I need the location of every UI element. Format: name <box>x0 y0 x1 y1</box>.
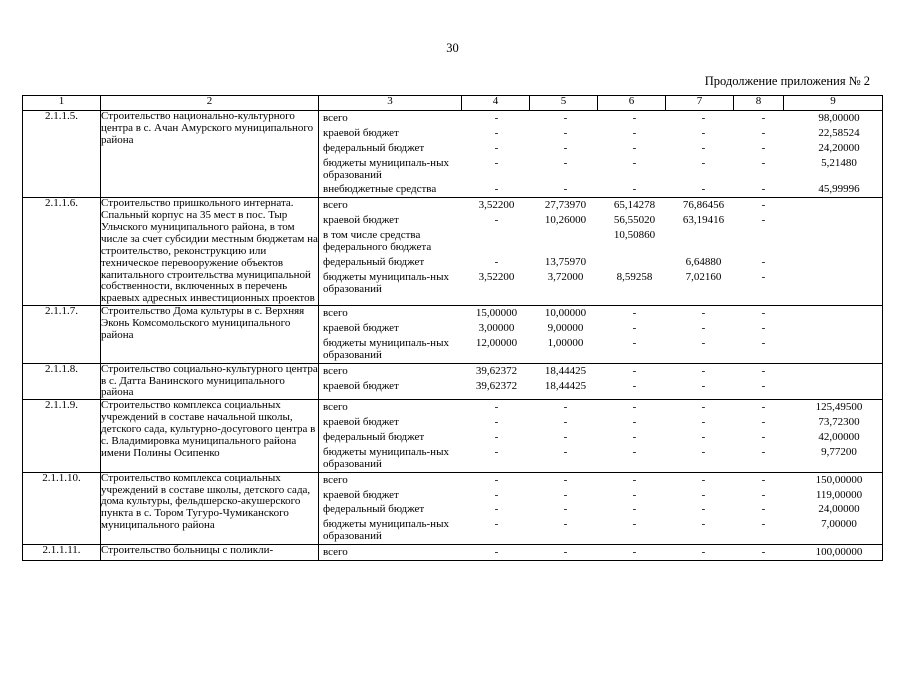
detail-label: краевой бюджет <box>323 379 399 392</box>
detail-value-7: - <box>701 364 706 377</box>
detail-value-7: - <box>701 503 706 516</box>
detail-value-9: 9,77200 <box>821 445 857 458</box>
detail-value-7: - <box>701 379 706 392</box>
detail-value-9: 100,00000 <box>815 546 863 558</box>
detail-label: федеральный бюджет <box>323 255 425 268</box>
detail-value-9: 150,00000 <box>815 473 863 486</box>
detail-value-4: - <box>494 503 499 516</box>
detail-value-8: - <box>761 503 766 516</box>
table-row <box>23 111 883 198</box>
detail-value-4: 3,52200 <box>478 199 515 212</box>
detail-value-5: - <box>563 473 568 486</box>
budget-table <box>22 95 883 561</box>
detail-value-6: - <box>632 156 637 169</box>
detail-line <box>319 111 882 126</box>
column-number-8: 8 <box>734 96 784 111</box>
detail-value-4: - <box>494 141 499 154</box>
detail-line <box>319 400 882 415</box>
detail-label: всего <box>323 364 348 377</box>
detail-line <box>319 473 882 488</box>
detail-line <box>319 141 882 156</box>
detail-value-8: - <box>761 546 766 558</box>
detail-value-8: - <box>761 473 766 486</box>
detail-value-8: - <box>761 518 766 531</box>
detail-value-4: - <box>494 183 499 196</box>
detail-line <box>319 156 882 183</box>
row-name: Строительство национально-культурного центра в с. Ачан Амурского муниципального района <box>101 111 319 198</box>
detail-label: бюджеты муниципаль-ных образований <box>323 336 449 361</box>
detail-value-8: - <box>761 141 766 154</box>
row-detail-block <box>319 545 883 561</box>
detail-value-9: 42,00000 <box>818 431 860 443</box>
column-number-3: 3 <box>319 96 462 111</box>
detail-line <box>319 198 882 213</box>
detail-value-5: - <box>563 518 568 531</box>
detail-value-7: - <box>701 183 706 196</box>
detail-value-5: - <box>563 445 568 458</box>
detail-line <box>319 306 882 321</box>
column-number-1: 1 <box>23 96 101 111</box>
detail-value-9 <box>789 255 889 258</box>
page-number: 30 <box>446 41 459 55</box>
detail-line <box>319 182 882 197</box>
detail-value-5: 18,44425 <box>544 364 587 377</box>
row-code: 2.1.1.7. <box>23 306 101 364</box>
detail-line <box>319 502 882 517</box>
detail-value-4: - <box>494 488 499 501</box>
detail-label: всего <box>323 112 348 124</box>
detail-value-4: - <box>494 416 499 429</box>
detail-value-5: - <box>563 156 568 169</box>
detail-value-9: 73,72300 <box>818 416 860 429</box>
row-name: Строительство комплекса социальных учреждений в составе школы, детского сада, дома культуры, фельдшерско-акушерского пункта в с. Тором Тугуро-Чумиканского муниципального района <box>101 472 319 544</box>
detail-line <box>319 517 882 544</box>
continuation-label: Продолжение приложения № 2 <box>704 73 870 88</box>
detail-value-5: - <box>563 141 568 154</box>
detail-value-6 <box>600 255 669 258</box>
detail-value-7 <box>669 228 738 231</box>
row-detail-block <box>319 472 883 544</box>
detail-value-4: 39,62372 <box>475 379 518 392</box>
detail-value-6: - <box>632 141 637 154</box>
row-detail-block <box>319 111 883 198</box>
detail-value-9: 98,00000 <box>818 112 860 124</box>
detail-value-7: - <box>701 141 706 154</box>
detail-value-6: - <box>632 503 637 516</box>
column-number-5: 5 <box>530 96 598 111</box>
detail-label: федеральный бюджет <box>323 431 425 443</box>
detail-value-5: 27,73970 <box>544 199 587 212</box>
detail-value-9: 24,00000 <box>818 503 860 516</box>
table-row <box>23 545 883 561</box>
detail-value-9: 45,99996 <box>818 183 860 196</box>
detail-value-5: - <box>563 546 568 558</box>
detail-value-8: - <box>761 112 766 124</box>
detail-line <box>319 126 882 141</box>
table-row <box>23 198 883 306</box>
column-number-4: 4 <box>462 96 530 111</box>
detail-value-6: - <box>632 431 637 443</box>
detail-value-9: 22,58524 <box>818 126 860 139</box>
detail-value-5: 10,00000 <box>544 307 587 320</box>
detail-value-5: - <box>563 488 568 501</box>
row-detail-block <box>319 306 883 364</box>
detail-value-8: - <box>761 156 766 169</box>
detail-value-9 <box>789 379 889 382</box>
detail-value-6: - <box>632 416 637 429</box>
detail-value-7: - <box>701 473 706 486</box>
detail-value-8: - <box>761 270 766 283</box>
detail-line <box>319 430 882 445</box>
detail-value-4: - <box>494 112 499 124</box>
detail-value-6: - <box>632 445 637 458</box>
detail-value-5: - <box>563 126 568 139</box>
detail-value-6: - <box>632 322 637 334</box>
detail-value-8: - <box>761 255 766 268</box>
detail-value-6: - <box>632 126 637 139</box>
detail-value-7: - <box>701 322 706 334</box>
detail-value-6: - <box>632 364 637 377</box>
detail-value-5: 18,44425 <box>544 379 587 392</box>
detail-label: всего <box>323 307 348 320</box>
detail-value-8: - <box>761 431 766 443</box>
detail-value-4: - <box>494 126 499 139</box>
detail-value-9 <box>789 228 889 231</box>
detail-value-6: - <box>632 183 637 196</box>
detail-label: краевой бюджет <box>323 416 399 429</box>
detail-label: бюджеты муниципаль-ных образований <box>323 445 449 470</box>
detail-line <box>319 228 882 255</box>
detail-value-9 <box>789 306 889 309</box>
column-number-9: 9 <box>784 96 883 111</box>
detail-value-8: - <box>761 416 766 429</box>
detail-label: краевой бюджет <box>323 126 399 139</box>
detail-value-5: 10,26000 <box>544 214 587 227</box>
column-number-6: 6 <box>598 96 666 111</box>
detail-value-4: - <box>494 473 499 486</box>
detail-label: бюджеты муниципаль-ных образований <box>323 270 449 295</box>
detail-value-7: 7,02160 <box>685 270 722 283</box>
row-name: Строительство социально-культурного центра в с. Датта Ванинского муниципального района <box>101 362 318 399</box>
detail-line <box>319 364 882 379</box>
detail-value-7: - <box>701 416 706 429</box>
detail-value-8: - <box>761 307 766 320</box>
detail-value-8: - <box>761 183 766 196</box>
detail-value-8: - <box>761 214 766 227</box>
detail-value-4: - <box>494 255 499 268</box>
detail-value-7: 63,19416 <box>682 214 725 227</box>
detail-value-5 <box>531 228 600 231</box>
detail-label: внебюджетные средства <box>323 183 437 196</box>
detail-label: федеральный бюджет <box>323 503 425 516</box>
row-detail-block <box>319 198 883 306</box>
detail-line <box>319 545 882 560</box>
table-row <box>23 400 883 472</box>
detail-value-5: 13,75970 <box>544 255 587 268</box>
detail-value-7: - <box>701 431 706 443</box>
detail-value-6: - <box>632 307 637 320</box>
detail-value-5: - <box>563 112 568 124</box>
detail-value-7: - <box>701 126 706 139</box>
column-number-7: 7 <box>666 96 734 111</box>
detail-value-9: 24,20000 <box>818 141 860 154</box>
detail-value-7: 6,64880 <box>685 255 722 268</box>
detail-value-4: - <box>494 546 499 558</box>
detail-value-5: - <box>563 401 568 414</box>
detail-value-7: - <box>701 401 706 414</box>
detail-line <box>319 336 882 363</box>
detail-value-5: - <box>563 416 568 429</box>
detail-value-7: - <box>701 336 706 349</box>
detail-value-4 <box>462 228 531 231</box>
detail-line <box>319 270 882 297</box>
detail-value-8: - <box>761 322 766 334</box>
detail-value-4: 3,52200 <box>478 270 515 283</box>
detail-value-6: - <box>632 112 637 124</box>
detail-value-8: - <box>761 126 766 139</box>
detail-value-6: - <box>632 336 637 349</box>
detail-value-9: 7,00000 <box>821 518 857 531</box>
detail-value-7: - <box>701 518 706 531</box>
detail-value-9 <box>789 321 889 324</box>
detail-value-5: - <box>563 183 568 196</box>
document-page <box>0 42 905 682</box>
detail-label: в том числе средства федерального бюджета <box>323 229 432 253</box>
row-name: Строительство пришкольного интерната. Спальный корпус на 35 мест в пос. Тыр Ульчского муниципального района, в том числе за счет субсидии местным бюджетам на строительство, реконструкцию или техническое перевооружение объектов капитального строительства муниципальной собственности, включенных в перечень краевых адресных инвестиционных проектов <box>101 197 318 305</box>
detail-label: всего <box>323 546 348 558</box>
detail-value-4: 12,00000 <box>475 336 518 349</box>
detail-value-8: - <box>761 488 766 501</box>
detail-value-9 <box>789 213 889 216</box>
detail-value-9: 5,21480 <box>821 156 857 169</box>
detail-value-8: - <box>761 364 766 377</box>
detail-value-4: - <box>494 401 499 414</box>
detail-value-4: - <box>494 431 499 443</box>
detail-line <box>319 415 882 430</box>
row-name: Строительство больницы с поликли- <box>101 545 319 561</box>
detail-value-4: 15,00000 <box>475 307 518 320</box>
detail-label: бюджеты муниципаль-ных образований <box>323 156 449 181</box>
table-row <box>23 363 883 400</box>
detail-value-9: 125,49500 <box>815 401 863 414</box>
detail-label: всего <box>323 473 348 486</box>
detail-label: краевой бюджет <box>323 488 399 501</box>
row-name: Строительство Дома культуры в с. Верхняя Эконь Комсомольского муниципального района <box>101 306 319 364</box>
detail-value-6: 10,50860 <box>613 229 656 241</box>
row-code: 2.1.1.5. <box>23 111 101 198</box>
detail-label: всего <box>323 199 348 212</box>
detail-value-8: - <box>761 401 766 414</box>
detail-value-6: - <box>632 488 637 501</box>
detail-value-4: 39,62372 <box>475 364 518 377</box>
table-header-row <box>23 96 883 111</box>
detail-value-9 <box>789 336 889 339</box>
detail-value-7: - <box>701 546 706 558</box>
detail-value-6: 8,59258 <box>616 270 653 283</box>
detail-line <box>319 321 882 336</box>
detail-value-7: - <box>701 112 706 124</box>
detail-value-9 <box>789 198 889 201</box>
detail-value-4: 3,00000 <box>478 322 515 334</box>
row-code: 2.1.1.10. <box>23 472 101 544</box>
detail-value-6: 65,14278 <box>613 199 656 212</box>
detail-value-9: 119,00000 <box>815 488 863 501</box>
detail-label: бюджеты муниципаль-ных образований <box>323 518 449 543</box>
column-number-2: 2 <box>101 96 319 111</box>
detail-value-7: - <box>701 156 706 169</box>
detail-value-8: - <box>761 199 766 212</box>
detail-value-7: - <box>701 488 706 501</box>
detail-value-6: - <box>632 518 637 531</box>
detail-label: федеральный бюджет <box>323 141 425 154</box>
detail-line <box>319 255 882 270</box>
detail-value-5: 9,00000 <box>547 322 584 334</box>
detail-value-6: - <box>632 401 637 414</box>
detail-value-4: - <box>494 156 499 169</box>
detail-value-8 <box>738 228 789 231</box>
row-code: 2.1.1.9. <box>23 400 101 472</box>
detail-value-6: - <box>632 379 637 392</box>
detail-value-5: 3,72000 <box>547 270 584 283</box>
detail-value-7: - <box>701 307 706 320</box>
table-row <box>23 472 883 544</box>
detail-line <box>319 445 882 472</box>
detail-label: краевой бюджет <box>323 322 399 334</box>
table-row <box>23 306 883 364</box>
detail-line <box>319 379 882 394</box>
detail-value-8: - <box>761 336 766 349</box>
detail-value-7: - <box>701 445 706 458</box>
detail-label: краевой бюджет <box>323 214 399 227</box>
detail-value-5: - <box>563 431 568 443</box>
detail-value-7: 76,86456 <box>682 199 725 212</box>
row-code: 2.1.1.8. <box>23 363 101 400</box>
detail-value-6: 56,55020 <box>613 214 656 227</box>
row-code: 2.1.1.11. <box>23 545 101 561</box>
row-detail-block <box>319 363 883 400</box>
row-detail-block <box>319 400 883 472</box>
detail-value-8: - <box>761 379 766 392</box>
detail-value-4: - <box>494 445 499 458</box>
detail-value-6: - <box>632 546 637 558</box>
row-code: 2.1.1.6. <box>23 198 101 306</box>
detail-value-8: - <box>761 445 766 458</box>
detail-value-9 <box>789 270 889 273</box>
detail-line <box>319 488 882 503</box>
row-name: Строительство комплекса социальных учреждений в составе начальной школы, детского сада, культурно-досугового центра в с. Владимировка муниципального района имени Полины Осипенко <box>101 400 319 472</box>
detail-value-5: - <box>563 503 568 516</box>
detail-value-9 <box>789 364 889 367</box>
detail-line <box>319 213 882 228</box>
detail-value-4: - <box>494 214 499 227</box>
detail-label: всего <box>323 401 348 414</box>
detail-value-5: 1,00000 <box>547 336 584 349</box>
detail-value-4: - <box>494 518 499 531</box>
detail-value-6: - <box>632 473 637 486</box>
